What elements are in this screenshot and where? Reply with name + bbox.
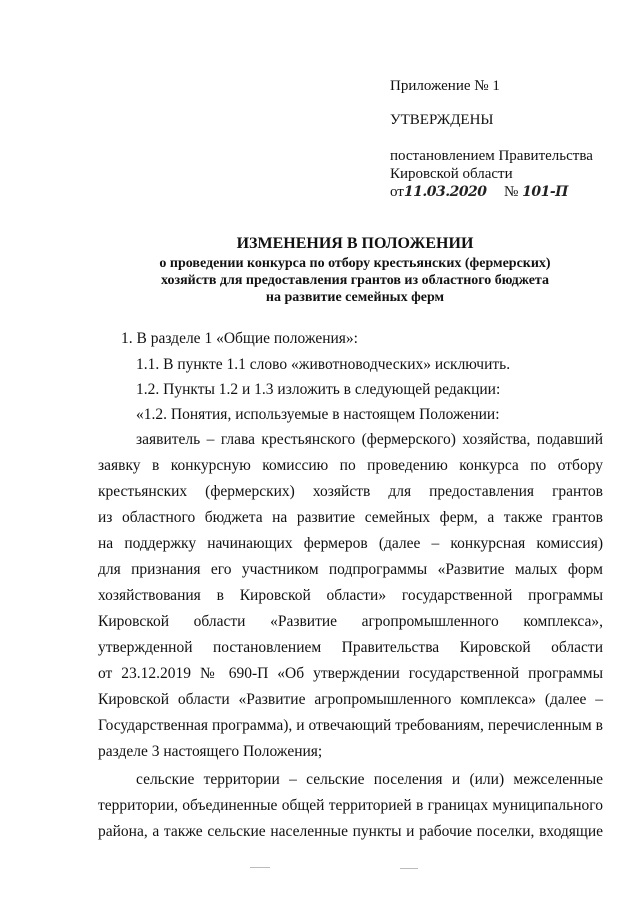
definition-applicant-line: на поддержку начинающих фермеров (далее – конкурсная комиссия)	[98, 535, 603, 552]
approved-label: УТВЕРЖДЕНЫ	[390, 112, 494, 128]
definition-rural-line: района, а также сельские населенные пункты и рабочие поселки, входящие	[98, 823, 603, 840]
definition-applicant-line: из областного бюджета на развитие семейных ферм, а также грантов	[98, 509, 603, 526]
date-prefix: от	[390, 184, 404, 200]
scan-artifact	[250, 867, 270, 868]
definition-applicant-line: утвержденной постановлением Правительства Кировской области	[98, 639, 603, 656]
definition-applicant-line: заявитель – глава крестьянского (фермерского) хозяйства, подавший	[136, 431, 603, 448]
decree-line-2: Кировской области	[390, 166, 513, 182]
paragraph-1-2-quote: «1.2. Понятия, используемые в настоящем Положении:	[136, 406, 500, 423]
definition-applicant-line: от 23.12.2019 № 690-П «Об утверждении государственной программы	[98, 665, 603, 682]
title-subline-3: на развитие семейных ферм	[265, 290, 445, 305]
document-title: ИЗМЕНЕНИЯ В ПОЛОЖЕНИИ	[236, 235, 474, 252]
scan-artifact	[400, 868, 418, 869]
paragraph-1-2: 1.2. Пункты 1.2 и 1.3 изложить в следующей редакции:	[136, 381, 501, 398]
handwritten-number: 101-П	[522, 184, 568, 200]
definition-applicant-line: Государственная программа), и отвечающий требованиям, перечисленным в	[98, 717, 603, 734]
decree-line-1: постановлением Правительства	[390, 148, 593, 164]
definition-rural-line: сельские территории – сельские поселения и (или) межселенные	[136, 771, 603, 788]
number-prefix: №	[504, 184, 519, 200]
definition-applicant-line: заявку в конкурсную комиссию по проведению конкурса по отбору	[98, 457, 603, 474]
paragraph-1-1: 1.1. В пункте 1.1 слово «животноводческих» исключить.	[136, 356, 511, 373]
title-subline-2: хозяйств для предоставления грантов из областного бюджета	[161, 273, 549, 288]
definition-applicant-line: Кировской области «Развитие агропромышленного комплекса» (далее –	[98, 691, 603, 708]
definition-applicant-line: Кировской области «Развитие агропромышленного комплекса»,	[98, 613, 603, 630]
paragraph-1: 1. В разделе 1 «Общие положения»:	[121, 330, 358, 347]
appendix-label: Приложение № 1	[390, 78, 500, 94]
definition-applicant-line: разделе 3 настоящего Положения;	[98, 743, 323, 760]
title-subline-1: о проведении конкурса по отбору крестьянских (фермерских)	[159, 256, 551, 271]
definition-applicant-line: крестьянских (фермерских) хозяйств для предоставления грантов	[98, 483, 603, 500]
definition-applicant-line: для признания его участником подпрограммы «Развитие малых форм	[98, 561, 603, 578]
decree-date-line	[390, 184, 568, 201]
definition-rural-line: территории, объединенные общей территорией в границах муниципального	[98, 797, 603, 814]
definition-applicant-line: хозяйствования в Кировской области» государственной программы	[98, 587, 603, 604]
handwritten-date: 11.03.2020	[403, 184, 487, 200]
